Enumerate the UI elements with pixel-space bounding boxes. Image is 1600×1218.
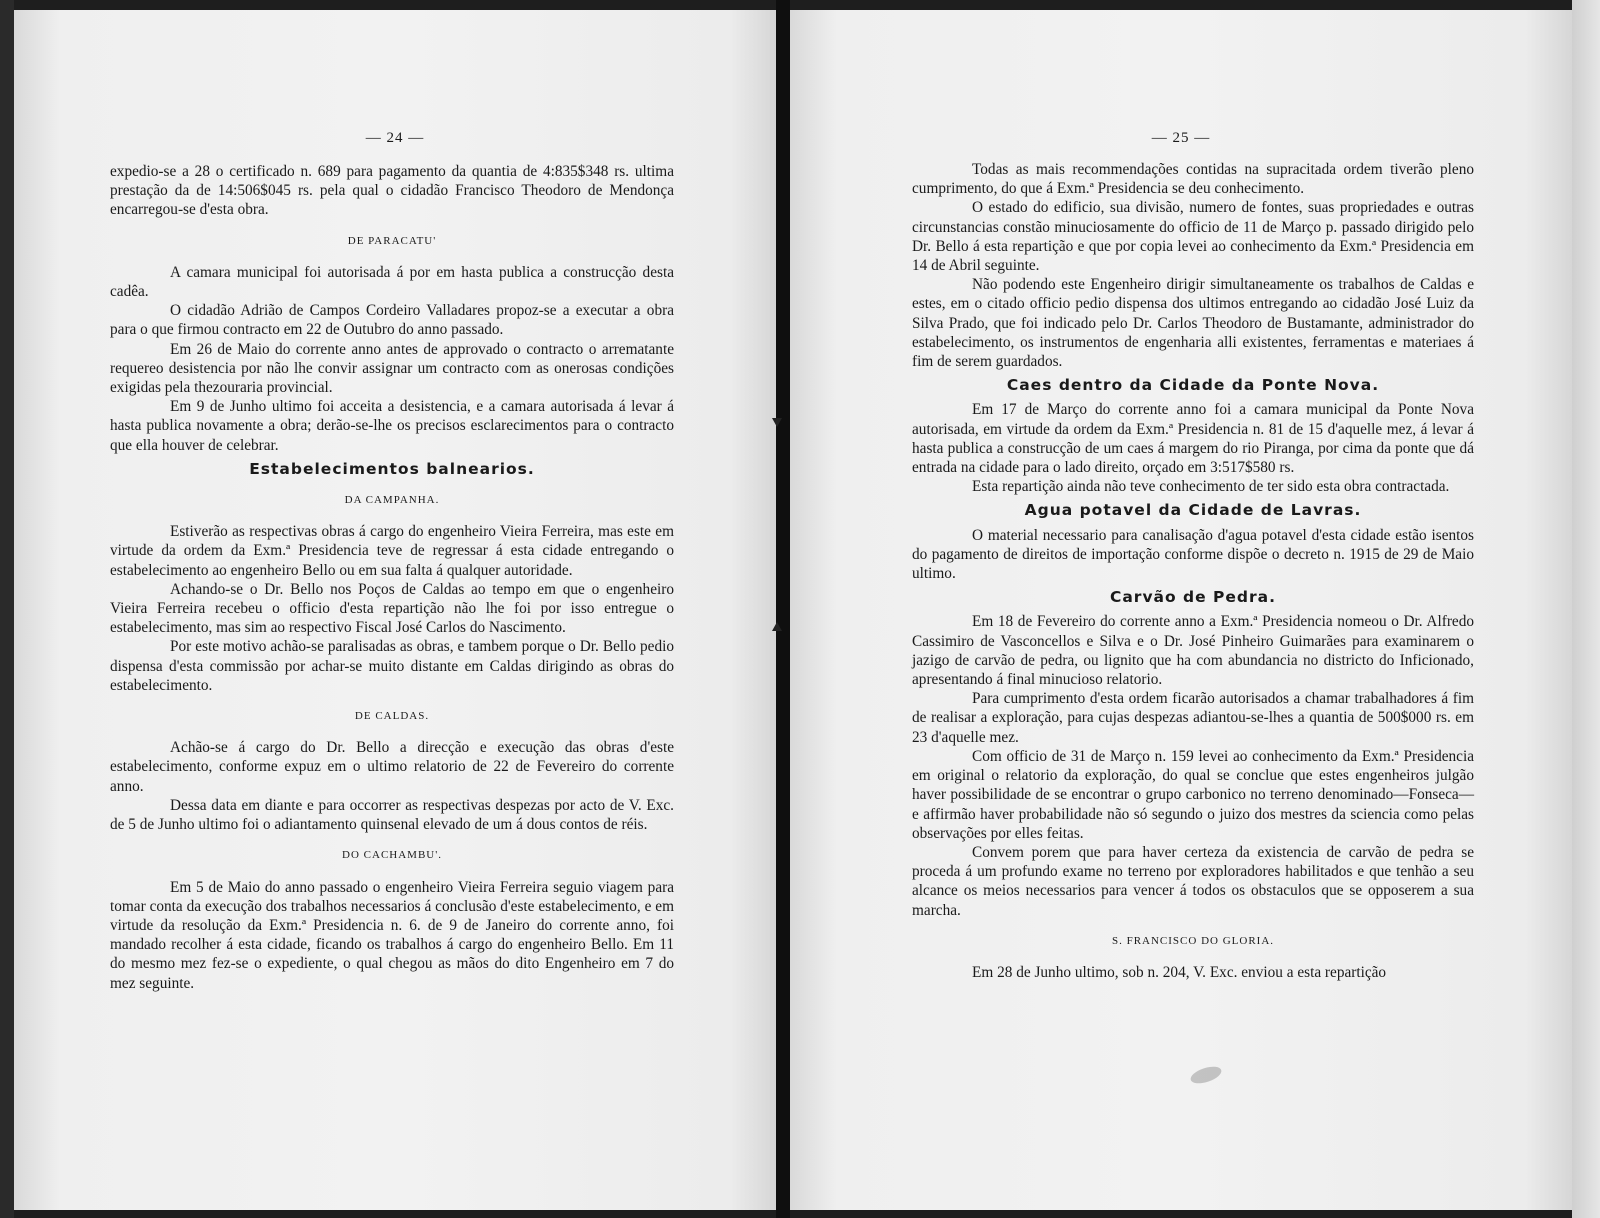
paragraph: Dessa data em diante e para occorrer as respectivas despezas por acto de V. Exc. de 5 de Junho ultimo foi o adiantamento quinsenal elevado de um á dous contos de réis. — [110, 796, 674, 834]
left-page-text — [110, 162, 674, 993]
paragraph: Achão-se á cargo do Dr. Bello a direcção e execução das obras d'este estabelecimento, conforme expuz em o ultimo relatorio de 22 de Fevereiro do corrente anno. — [110, 739, 674, 795]
binding-clip-icon — [772, 418, 782, 427]
paragraph: O material necessario para canalisação d'agua potavel d'esta cidade estão isentos do pagamento de direitos de importação conforme dispõe o decreto n. 1915 de 29 de Maio ultimo. — [912, 526, 1474, 583]
paragraph: Não podendo este Engenheiro dirigir simultaneamente os trabalhos de Caldas e estes, em o citado officio pedio dispensa dos ultimos entregando ao cidadão José Luiz da Silva Prado, que foi indicado pelo Dr. Carlos Theodoro de Bustamante, administrador do estabelecimento, os instrumentos de engenharia alli existentes, ferramentas e materiaes á fim de serem guardados. — [912, 276, 1474, 371]
paragraph: Com officio de 31 de Março n. 159 levei ao conhecimento da Exm.ª Presidencia em original o relatorio da exploração, do qual se conclue que estes engenheiros julgão haver possibilidade de se encontrar o grupo carbonico no terreno denominado—Fonseca—e affirmão haver probabilidade não só segundo o juizo dos mestres da sciencia como pelas observações por elles feitas. — [912, 747, 1474, 842]
section-heading: Estabelecimentos balnearios. — [249, 459, 535, 478]
paragraph: Em 28 de Junho ultimo, sob n. 204, V. Exc. enviou a esta repartição — [972, 963, 1387, 981]
paragraph: Em 9 de Junho ultimo foi acceita a desistencia, e a camara autorisada á levar á hasta publica novamente a obra; derão-se-lhe os precisos esclarecimentos para o contracto que ella houver de celebrar. — [110, 398, 674, 454]
subsection-heading: DE PARACATU' — [347, 234, 437, 247]
scan-border-right — [1572, 0, 1600, 1218]
section-heading: Agua potavel da Cidade de Lavras. — [1024, 501, 1362, 520]
paragraph: Em 18 de Fevereiro do corrente anno a Exm.ª Presidencia nomeou o Dr. Alfredo Cassimiro de Vasconcellos e Silva e o Dr. José Pinheiro Guimarães para examinarem o jazigo de carvão de pedra, ou lignito que ha com abundancia no districto do Inficionado, apresentando á final minucioso relatorio. — [912, 613, 1474, 689]
paragraph: Para cumprimento d'esta ordem ficarão autorisados a chamar trabalhadores á fim de realisar a exploração, para cujas despezas adiantou-se-lhes a quantia de 500$000 rs. em 23 d'aquelle mez. — [912, 690, 1474, 746]
subsection-heading: DA CAMPANHA. — [344, 494, 440, 507]
paragraph: Todas as mais recommendações contidas na supracitada ordem tiverão pleno cumprimento, do que á Exm.ª Presidencia se deu conhecimento. — [912, 161, 1474, 198]
paragraph: A camara municipal foi autorisada á por em hasta publica a construcção desta cadêa. — [110, 263, 674, 301]
right-page — [790, 10, 1572, 1210]
paragraph: O cidadão Adrião de Campos Cordeiro Valladares propoz-se a executar a obra para o que firmou contracto em 22 de Outubro do anno passado. — [110, 302, 674, 339]
paragraph: Em 5 de Maio do anno passado o engenheiro Vieira Ferreira seguio viagem para tomar conta da execução dos trabalhos necessarios á conclusão d'este estabelecimento, e em virtude da resolução da Exm.ª Presidencia n. 6. de 9 de Janeiro do corrente anno, foi mandado recolher á esta cidade, ficando os trabalhos á cargo do engenheiro Bello. Em 11 do mesmo mez fez-se o expediente, o qual chegou as mãos do dito Engenheiro em 7 do mez seguinte. — [110, 878, 674, 992]
paragraph: Estiverão as respectivas obras á cargo do engenheiro Vieira Ferreira, mas este em virtude da ordem da Exm.ª Presidencia teve de regressar á esta cidade entregando o estabelecimento ao engenheiro Bello ou em sua falta á qualquer autoridade. — [110, 523, 674, 579]
page-number-left: — 24 — — [365, 130, 425, 146]
paragraph: Por este motivo achão-se paralisadas as obras, e tambem porque o Dr. Bello pedio dispensa d'esta commissão por achar-se muito distante em Caldas dirigindo as obras do estabelecimento. — [110, 638, 674, 694]
left-page — [14, 10, 776, 1210]
ink-smudge — [1189, 1063, 1224, 1086]
binding-clip-icon — [772, 622, 782, 631]
paragraph: Convem porem que para haver certeza da existencia de carvão de pedra se proceda á um profundo exame no terreno por exploradores habilitados e que tenhão a seu alcance os meios necessarios para vencer á todos os obstaculos que se opposerem a sua marcha. — [912, 843, 1474, 919]
page-number-right: — 25 — — [1151, 130, 1211, 146]
paragraph: Achando-se o Dr. Bello nos Poços de Caldas ao tempo em que o engenheiro Vieira Ferreira recebeu o officio d'esta repartição não lhe foi por isso entregue o estabelecimento, mas sim ao respectivo Fiscal José Carlos do Nascimento. — [110, 580, 674, 637]
section-heading: Caes dentro da Cidade da Ponte Nova. — [1006, 376, 1380, 395]
subsection-heading: S. FRANCISCO DO GLORIA. — [1111, 934, 1275, 947]
paragraph: Em 17 de Março do corrente anno foi a camara municipal da Ponte Nova autorisada, em virtude da ordem da Exm.ª Presidencia n. 81 de 15 d'aquelle mez, á levar á hasta publica a construcção de um caes á margem do rio Piranga, por cima da ponte que dá entrada na cidade para o lado direito, orçado em 3:517$580 rs. — [912, 401, 1474, 477]
right-page-text — [912, 160, 1474, 982]
paragraph: expedio-se a 28 o certificado n. 689 para pagamento da quantia de 4:835$348 rs. ultima prestação da de 14:506$045 rs. pela qual o cidadão Francisco Theodoro de Mendonça encarregou-se d'esta obra. — [110, 163, 674, 219]
scan-border-left — [0, 0, 14, 1218]
book-gutter — [776, 0, 790, 1218]
subsection-heading: DO CACHAMBU'. — [342, 849, 442, 862]
subsection-heading: DE CALDAS. — [354, 710, 430, 723]
paragraph: Em 26 de Maio do corrente anno antes de approvado o contracto o arrematante requereo desistencia por não lhe convir assignar um contracto com as onerosas condições exigidas pela thezouraria provincial. — [110, 340, 674, 397]
paragraph: Esta repartição ainda não teve conhecimento de ter sido esta obra contractada. — [972, 478, 1450, 496]
paragraph: O estado do edificio, sua divisão, numero de fontes, suas propriedades e outras circunstancias constão minuciosamente do officio de 11 de Março p. passado dirigido pelo Dr. Bello á esta repartição e que por copia levei ao conhecimento da Exm.ª Presidencia em 14 de Abril seguinte. — [912, 199, 1474, 275]
section-heading: Carvão de Pedra. — [1109, 588, 1277, 607]
